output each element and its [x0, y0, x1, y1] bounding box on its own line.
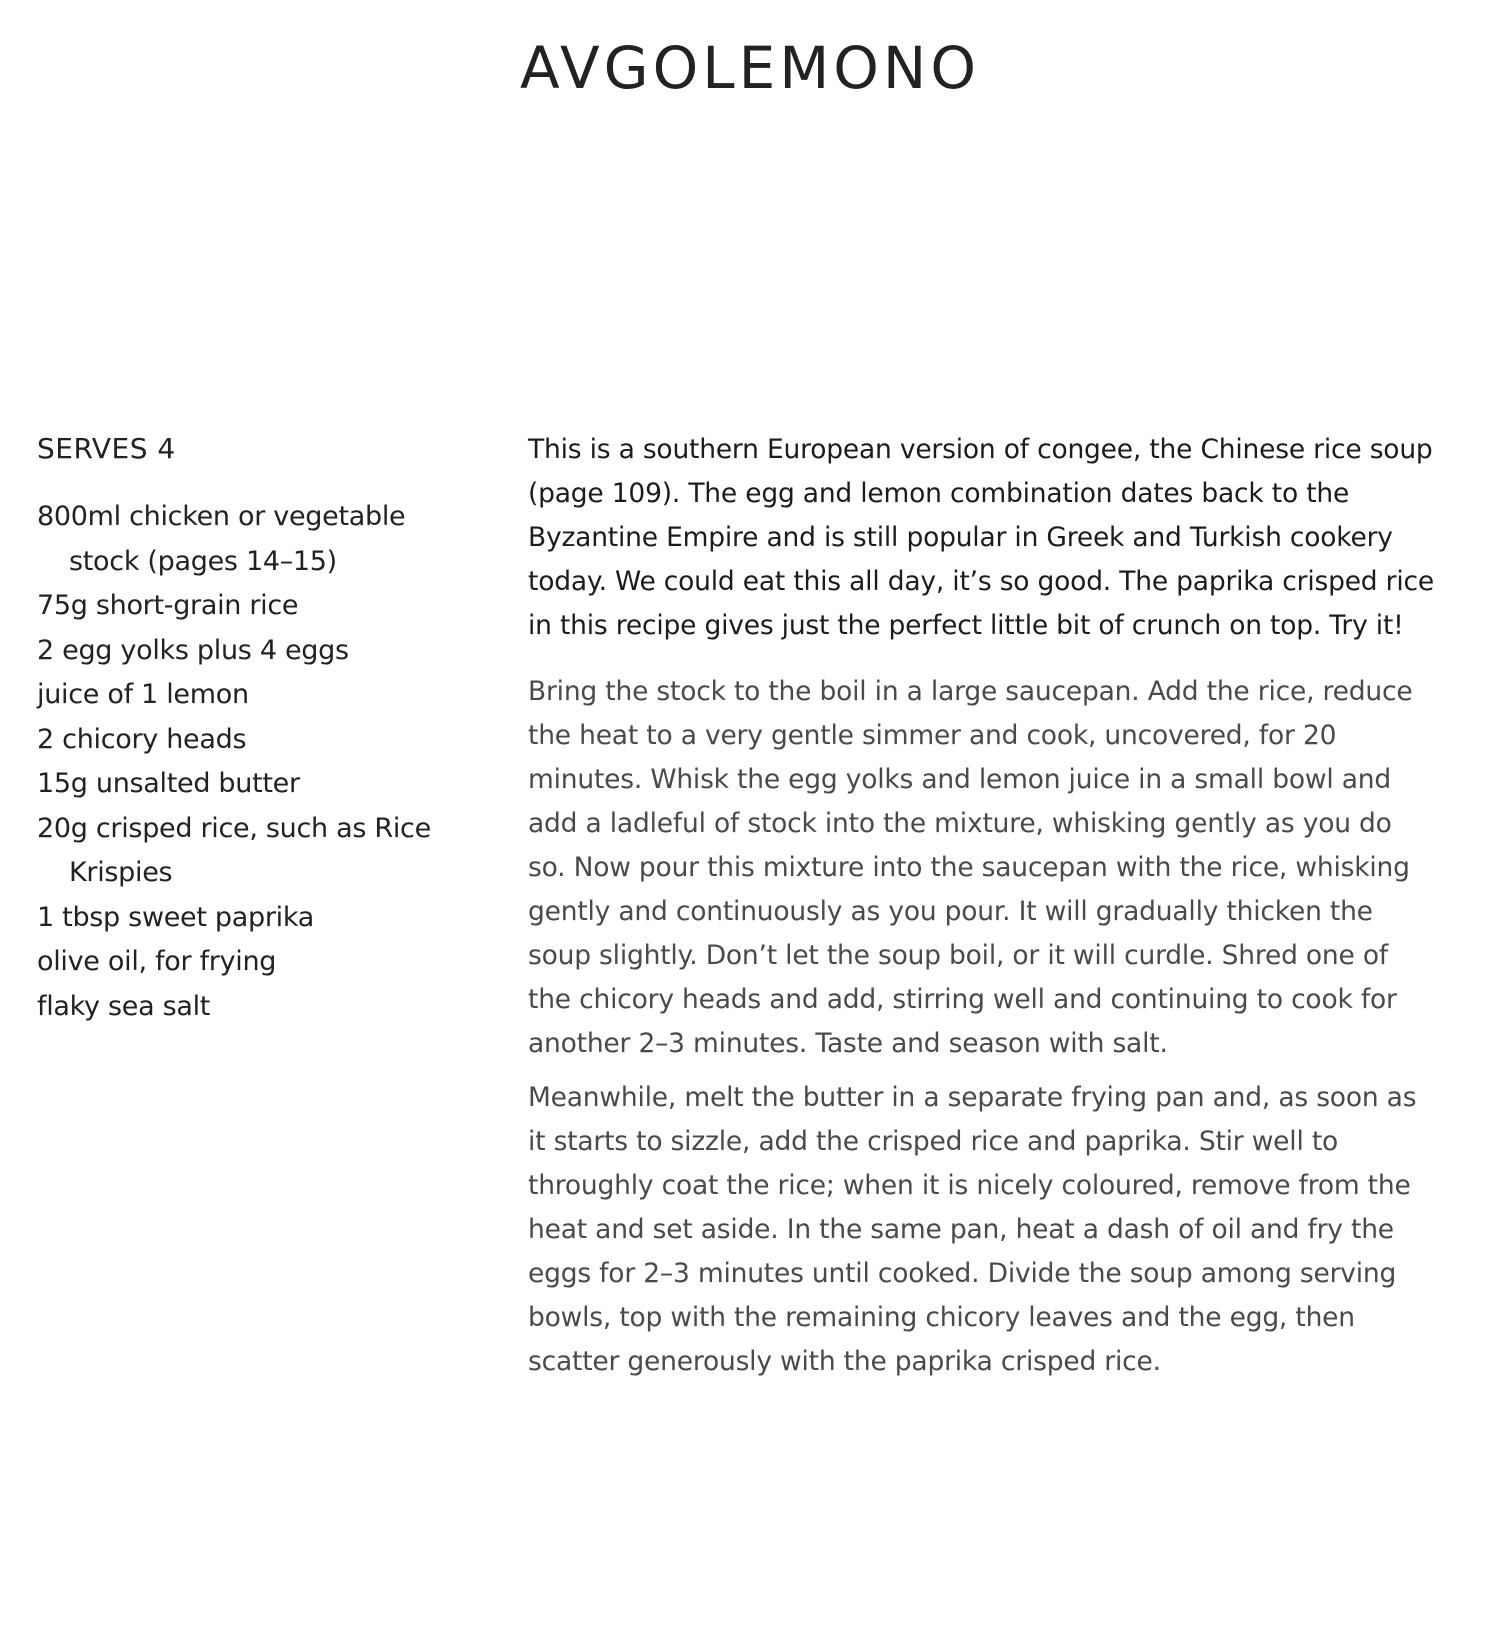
method-paragraph: Bring the stock to the boil in a large saucepan. Add the rice, reduce the heat to a very gentle simmer and cook, uncovered, for 20 minutes. Whisk the egg yolks and lemon juice in a small bowl and add a ladleful of stock into the mixture, whisking gently as you do so. Now pour this mixture into the saucepan with the rice, whisking gently and continuously as you pour. It will gradually thicken the soup slightly. Don’t let the soup boil, or it will curdle. Shred one of the chicory heads and add, stirring well and continuing to cook for another 2–3 minutes. Taste and season with salt.: [528, 676, 1413, 1059]
ingredient-item: 800ml chicken or vegetable stock (pages 14–15): [37, 501, 406, 577]
serves-label: SERVES 4: [37, 432, 176, 465]
recipe-title: AVGOLEMONO: [520, 34, 980, 102]
ingredient-item: 15g unsalted butter: [37, 768, 300, 799]
method-panel: [528, 428, 1436, 1394]
ingredient-item: flaky sea salt: [37, 990, 211, 1022]
ingredient-item: olive oil, for frying: [37, 946, 277, 977]
ingredient-item: 2 egg yolks plus 4 eggs: [37, 634, 349, 666]
ingredient-list: [37, 495, 467, 1029]
ingredients-panel: [37, 432, 467, 1029]
ingredient-item: 1 tbsp sweet paprika: [37, 901, 314, 933]
ingredient-item: 20g crisped rice, such as Rice Krispies: [37, 812, 431, 888]
intro-paragraph: This is a southern European version of congee, the Chinese rice soup (page 109). The egg and lemon combination dates back to the Byzantine Empire and is still popular in Greek and Turkish cookery today. We could eat this all day, it’s so good. The paprika crisped rice in this recipe gives just the perfect little bit of crunch on top. Try it!: [528, 434, 1434, 641]
method-paragraph: Meanwhile, melt the butter in a separate frying pan and, as soon as it starts to sizzle, add the crisped rice and paprika. Stir well to throughly coat the rice; when it is nicely coloured, remove from the heat and set aside. In the same pan, heat a dash of oil and fry the eggs for 2–3 minutes until cooked. Divide the soup among serving bowls, top with the remaining chicory leaves and the egg, then scatter generously with the paprika crisped rice.: [528, 1082, 1417, 1377]
ingredient-item: juice of 1 lemon: [37, 679, 249, 710]
ingredient-item: 2 chicory heads: [37, 723, 247, 755]
ingredient-item: 75g short-grain rice: [37, 590, 299, 621]
